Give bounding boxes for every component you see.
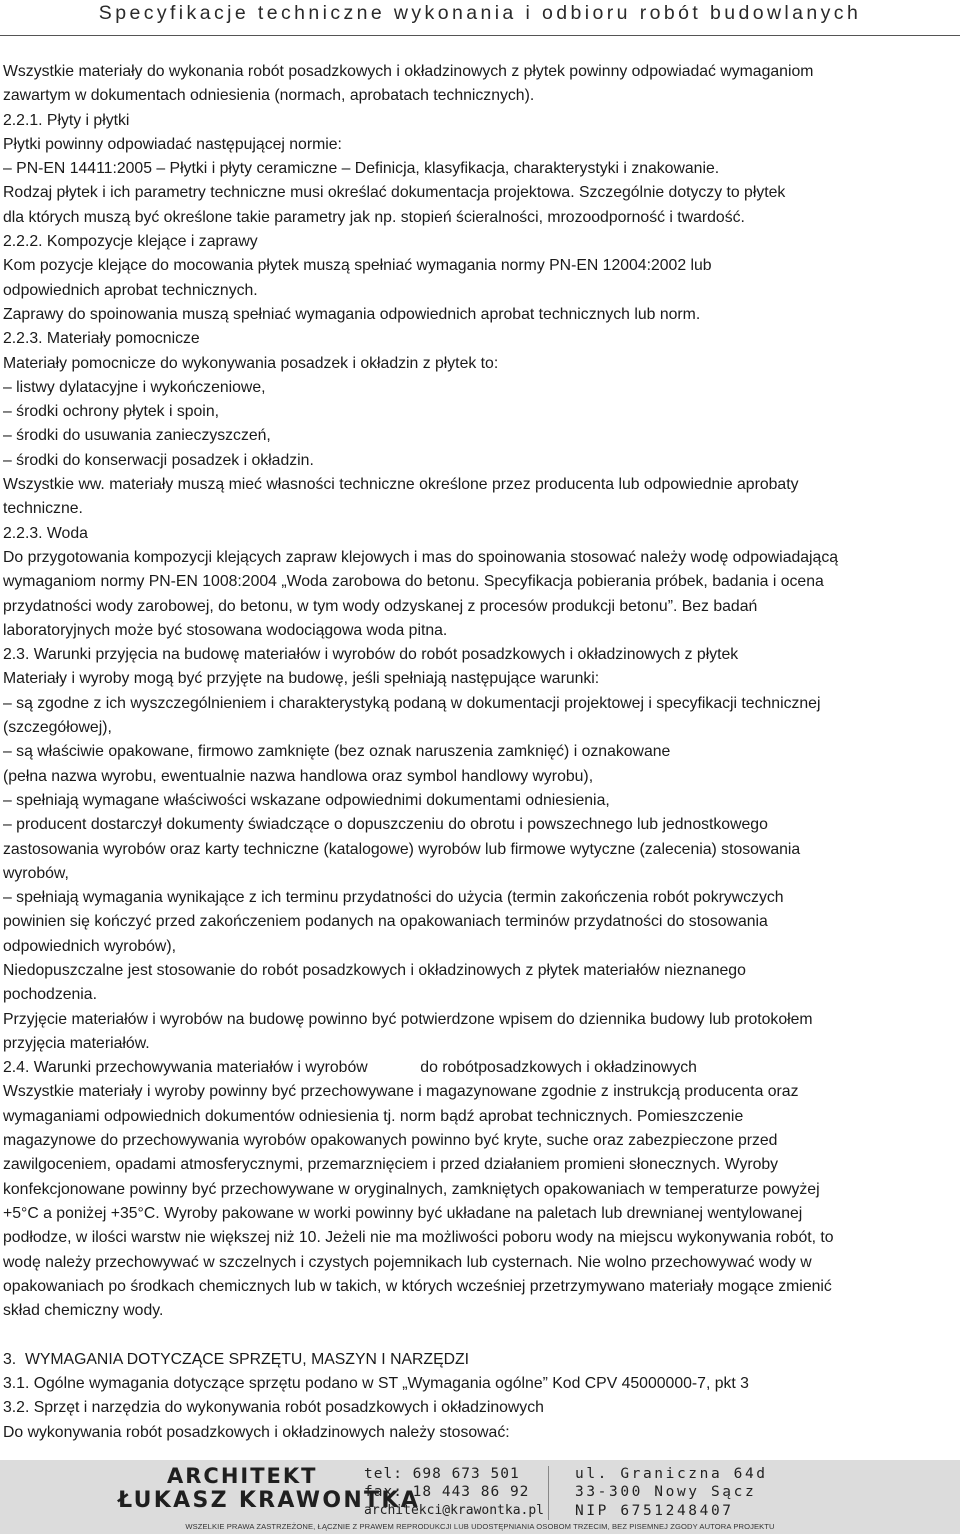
body-line: – listwy dylatacyjne i wykończeniowe, xyxy=(3,378,266,396)
body-line: opakowaniach po środkach chemicznych lub w takich, w których wcześniej przetrzymywano materiały mogące zmienić xyxy=(3,1277,832,1295)
body-line: zastosowania wyrobów oraz karty techniczne (katalogowe) wyrobów lub firmowe wytyczne (zalecenia) stosowania xyxy=(3,840,801,858)
body-line: Wszystkie ww. materiały muszą mieć własności techniczne określone przez producenta lub odpowiednie aprobaty xyxy=(3,476,799,494)
body-line: wyrobów, xyxy=(3,864,69,882)
footer-title: ARCHITEKT xyxy=(167,1464,318,1488)
body-line: – środki ochrony płytek i spoin, xyxy=(3,403,219,421)
document-body xyxy=(3,60,958,1445)
body-line: 2.3. Warunki przyjęcia na budowę materiałów i wyrobów do robót posadzkowych i okładzinowych z płytek xyxy=(3,646,739,664)
body-line: – spełniają wymagane właściwości wskazane odpowiednimi dokumentami odniesienia, xyxy=(3,791,610,809)
body-line: 2.2.2. Kompozycje klejące i zaprawy xyxy=(3,233,258,251)
body-line: – środki do konserwacji posadzek i okładzin. xyxy=(3,451,314,469)
body-line: – są właściwie opakowane, firmowo zamknięte (bez oznak naruszenia zamknięć) i oznakowane xyxy=(3,743,671,761)
body-line: wodę należy przechowywać w szczelnych i czystych pojemnikach lub cysternach. Nie wolno przechowywać wody w xyxy=(3,1253,812,1271)
body-line: zawartym w dokumentach odniesienia (normach, aprobatach technicznych). xyxy=(3,87,535,105)
body-line: 3.1. Ogólne wymagania dotyczące sprzętu podano w ST „Wymagania ogólne” Kod CPV 45000000-7, pkt 3 xyxy=(3,1375,749,1393)
body-line: Do wykonywania robót posadzkowych i okładzinowych należy stosować: xyxy=(3,1423,510,1441)
body-line: powinien się kończyć przed zakończeniem podanych na opakowaniach terminów przydatności do stosowania xyxy=(3,913,768,931)
body-line: Płytki powinny odpowiadać następującej normie: xyxy=(3,135,342,153)
footer-nip: NIP 6751248407 xyxy=(575,1503,734,1519)
body-line: Zaprawy do spoinowania muszą spełniać wymagania odpowiednich aprobat technicznych lub norm. xyxy=(3,305,701,323)
body-line: techniczne. xyxy=(3,500,83,518)
footer-stamp xyxy=(0,1460,960,1534)
body-line: +5°C a poniżej +35°C. Wyroby pakowane w worki powinny być układane na paletach lub drewnianej wentylowanej xyxy=(3,1204,803,1222)
footer-city: 33-300 Nowy Sącz xyxy=(575,1484,757,1500)
footer-fax: fax: 18 443 86 92 xyxy=(364,1484,530,1500)
body-line: Wszystkie materiały do wykonania robót posadzkowych i okładzinowych z płytek powinny odpowiadać wymaganiom xyxy=(3,63,814,80)
body-line: Materiały i wyroby mogą być przyjęte na budowę, jeśli spełniają następujące warunki: xyxy=(3,670,600,688)
body-line: pochodzenia. xyxy=(3,986,97,1004)
body-line: przydatności wody zarobowej, do betonu, w tym wody odzyskanej z procesów produkcji betonu”. Bez badań xyxy=(3,597,758,615)
body-line: 2.4. Warunki przechowywania materiałów i wyrobów do robótposadzkowych i okładzinowych xyxy=(3,1059,697,1077)
body-line: 2.2.3. Materiały pomocnicze xyxy=(3,330,200,348)
page-title: Specyfikacje techniczne wykonania i odbioru robót budowlanych xyxy=(98,2,862,24)
body-line: Rodzaj płytek i ich parametry techniczne musi określać dokumentacja projektowa. Szczególnie dotyczy to płytek xyxy=(3,184,786,202)
body-line: magazynowe do przechowywania wyrobów opakowanych powinno być kryte, suche oraz zabezpieczone przed xyxy=(3,1132,778,1150)
body-line: odpowiednich aprobat technicznych. xyxy=(3,281,258,299)
body-line xyxy=(3,1323,958,1347)
body-line: wymaganiami odpowiednich dokumentów odniesienia tj. norm bądź aprobat technicznych. Pomieszczenie xyxy=(3,1107,744,1125)
body-line: (szczegółowej), xyxy=(3,719,112,737)
body-line: – środki do usuwania zanieczyszczeń, xyxy=(3,427,271,445)
body-line: (pełna nazwa wyrobu, ewentualnie nazwa handlowa oraz symbol handlowy wyrobu), xyxy=(3,767,594,785)
body-line: Niedopuszczalne jest stosowanie do robót posadzkowych i okładzinowych z płytek materiałów nieznanego xyxy=(3,961,746,979)
body-line: wymaganiom normy PN-EN 1008:2004 „Woda zarobowa do betonu. Specyfikacja pobierania próbek, badania i ocena xyxy=(3,573,824,591)
body-line: dla których muszą być określone takie parametry jak np. stopień ścieralności, mrozoodporność i twardość. xyxy=(3,208,745,226)
body-line: skład chemiczny wody. xyxy=(3,1302,164,1320)
footer-disclaimer: WSZELKIE PRAWA ZASTRZEŻONE, ŁĄCZNIE Z PRAWEM REPRODUKCJI LUB UDOSTĘPNIANIA OSOBOM TRZECIM, BEZ PISEMNEJ ZGODY AUTORA PROJEKTU xyxy=(185,1522,775,1531)
body-line: Przyjęcie materiałów i wyrobów na budowę powinno być potwierdzone wpisem do dziennika budowy lub protokołem xyxy=(3,1010,813,1028)
body-line: – producent dostarczył dokumenty świadczące o dopuszczeniu do obrotu i powszechnego lub jednostkowego xyxy=(3,816,768,834)
footer-street: ul. Graniczna 64d xyxy=(575,1466,768,1482)
body-line: 2.2.1. Płyty i płytki xyxy=(3,111,130,129)
body-line: – spełniają wymagania wynikające z ich terminu przydatności do użycia (termin zakończenia robót pokrywczych xyxy=(3,889,784,907)
body-line: odpowiednich wyrobów), xyxy=(3,937,176,955)
body-line: Do przygotowania kompozycji klejących zapraw klejowych i mas do spoinowania stosować należy wodę odpowiadającą xyxy=(3,548,839,566)
footer-phone: tel: 698 673 501 xyxy=(364,1466,520,1482)
body-line: – PN-EN 14411:2005 – Płytki i płyty ceramiczne – Definicja, klasyfikacja, charakterystyki i znakowanie. xyxy=(3,160,720,178)
footer-email: architekci@krawontka.pl xyxy=(364,1503,545,1518)
body-line: 3. WYMAGANIA DOTYCZĄCE SPRZĘTU, MASZYN I NARZĘDZI xyxy=(3,1350,470,1368)
header-divider xyxy=(0,35,960,36)
body-line: podłodze, w ilości warstw nie większej niż 10. Jeżeli nie ma możliwości poboru wody na miejscu wykonywania robót, to xyxy=(3,1229,834,1247)
body-line: 3.2. Sprzęt i narzędzia do wykonywania robót posadzkowych i okładzinowych xyxy=(3,1399,544,1417)
body-line: Wszystkie materiały i wyroby powinny być przechowywane i magazynowane zgodnie z instrukcją producenta oraz xyxy=(3,1083,799,1101)
body-line: konfekcjonowane powinny być przechowywane w oryginalnych, zamkniętych opakowaniach w temperaturze powyżej xyxy=(3,1180,820,1198)
body-line: przyjęcia materiałów. xyxy=(3,1034,150,1052)
footer-author-name: ŁUKASZ KRAWONTKA xyxy=(118,1488,421,1513)
footer-divider xyxy=(548,1466,549,1520)
body-line: 2.2.3. Woda xyxy=(3,524,88,542)
body-line: Materiały pomocnicze do wykonywania posadzek i okładzin z płytek to: xyxy=(3,354,499,372)
body-line: – są zgodne z ich wyszczególnieniem i charakterystyką podaną w dokumentacji projektowej i specyfikacji technicznej xyxy=(3,694,821,712)
body-line: laboratoryjnych może być stosowana wodociągowa woda pitna. xyxy=(3,621,448,639)
body-line: Kom pozycje klejące do mocowania płytek muszą spełniać wymagania normy PN-EN 12004:2002 lub xyxy=(3,257,712,275)
body-line: zawilgoceniem, opadami atmosferycznymi, przemarznięciem i przed działaniem promieni słonecznych. Wyroby xyxy=(3,1156,779,1174)
